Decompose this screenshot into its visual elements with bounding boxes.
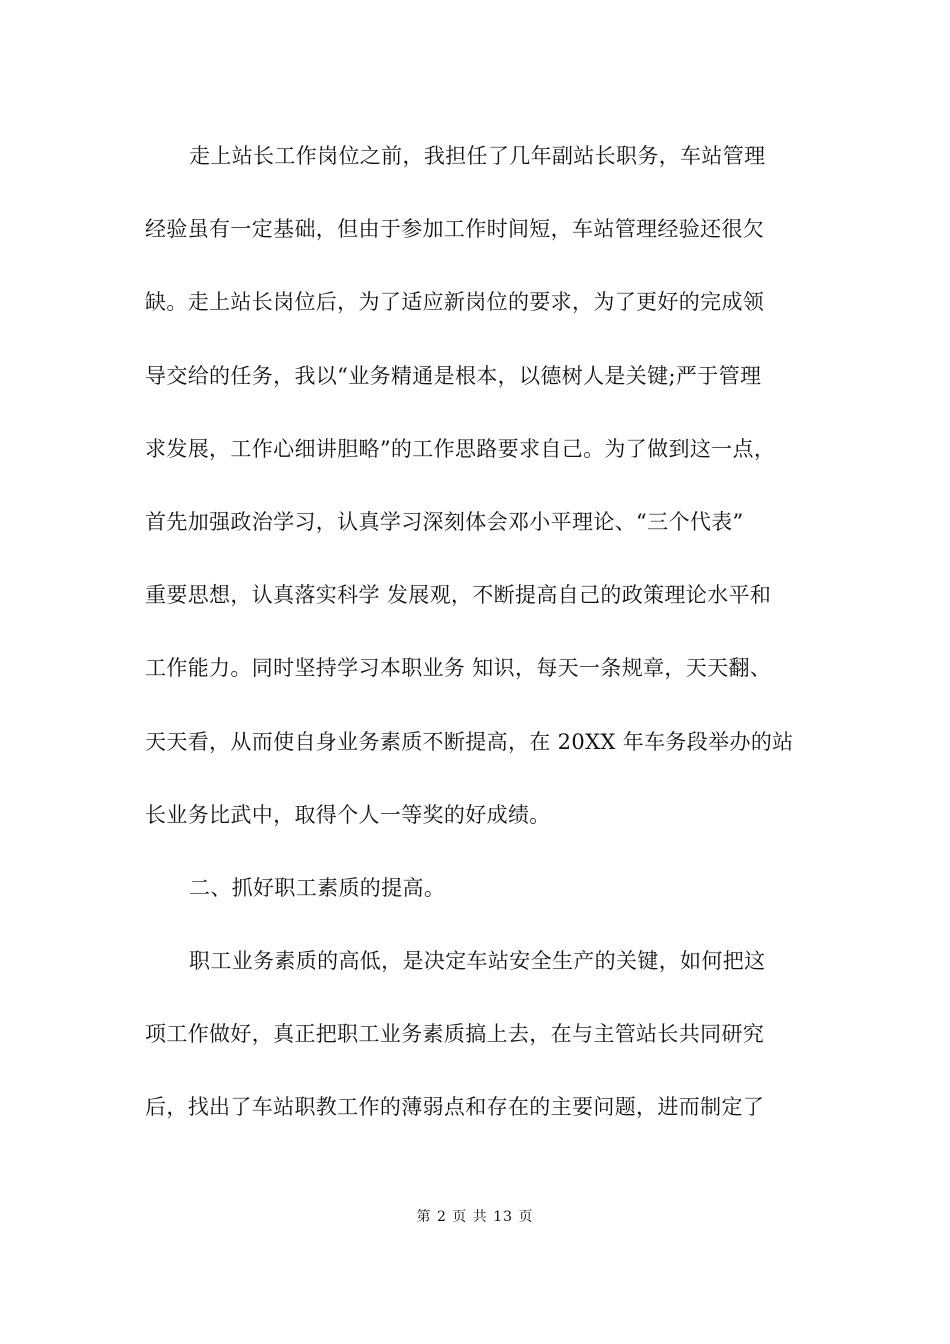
paragraph-line: 天天看，从而使自身业务素质不断提高，在 20XX 年车务段举办的站 xyxy=(145,729,794,754)
paragraph-line: 缺。走上站长岗位后，为了适应新岗位的要求，为了更好的完成领 xyxy=(145,290,765,315)
body-text xyxy=(145,133,810,1158)
paragraph-line: 导交给的任务，我以“业务精通是根本，以德树人是关键;严于管理 xyxy=(145,363,762,388)
paragraph-line: 长业务比武中，取得个人一等奖的好成绩。 xyxy=(145,802,551,827)
paragraph-line: 职工业务素质的高低，是决定车站安全生产的关键，如何把这 xyxy=(189,949,766,974)
paragraph-line: 首先加强政治学习，认真学习深刻体会邓小平理论、“三个代表” xyxy=(145,509,744,534)
paragraph-line: 求发展，工作心细讲胆略”的工作思路要求自己。为了做到这一点， xyxy=(145,436,776,461)
paragraph-line: 经验虽有一定基础，但由于参加工作时间短，车站管理经验还很欠 xyxy=(145,217,765,242)
paragraph-line: 项工作做好，真正把职工业务素质搞上去，在与主管站长共同研究 xyxy=(145,1022,765,1047)
paragraph-line: 走上站长工作岗位之前，我担任了几年副站长职务，车站管理 xyxy=(189,144,766,168)
paragraph-line: 工作能力。同时坚持学习本职业务 知识，每天一条规章，天天翻、 xyxy=(145,656,772,681)
page-number-footer: 第 2 页 共 13 页 xyxy=(416,1209,534,1225)
paragraph-line: 后，找出了车站职教工作的薄弱点和存在的主要问题，进而制定了 xyxy=(145,1095,765,1120)
section-heading: 二、抓好职工素质的提高。 xyxy=(189,875,446,900)
paragraph-line: 重要思想，认真落实科学 发展观，不断提高自己的政策理论水平和 xyxy=(145,583,772,608)
